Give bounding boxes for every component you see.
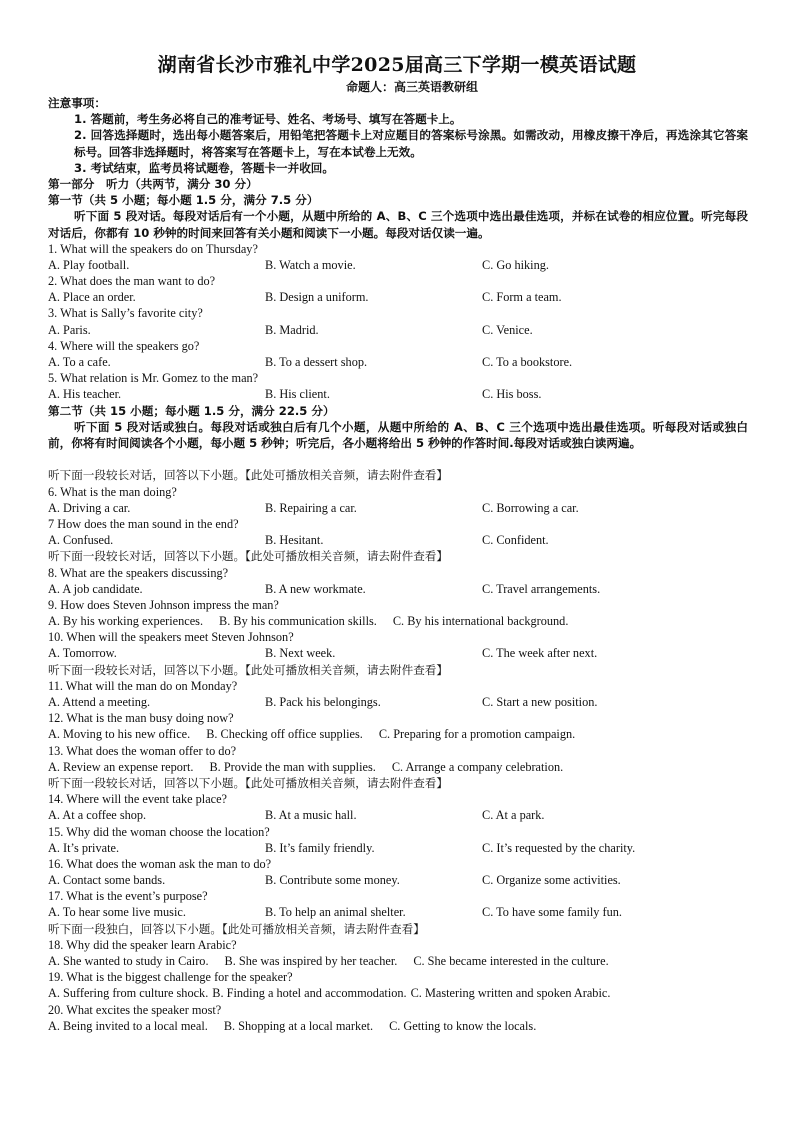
- notice-item: 1. 答题前，考生务必将自己的准考证号、姓名、考场号、填写在答题卡上。: [74, 112, 462, 127]
- option-row: [48, 354, 748, 370]
- option-row: [48, 985, 748, 1001]
- option-row: [48, 289, 748, 305]
- option-a[interactable]: A. Driving a car.: [48, 500, 131, 515]
- section-heading: 第一节（共 5 小题；每小题 1.5 分，满分 7.5 分）: [48, 193, 319, 208]
- option-a[interactable]: A. Being invited to a local meal.: [48, 1018, 208, 1033]
- option-c[interactable]: C. Go hiking.: [482, 257, 549, 272]
- option-b[interactable]: B. Madrid.: [265, 322, 319, 337]
- option-c[interactable]: C. The week after next.: [482, 646, 598, 661]
- option-c[interactable]: C. His boss.: [482, 387, 542, 402]
- question-stem: 8. What are the speakers discussing?: [48, 565, 229, 580]
- option-a[interactable]: A. Confused.: [48, 533, 114, 548]
- option-c[interactable]: C. Borrowing a car.: [482, 500, 579, 515]
- option-c[interactable]: C. Organize some activities.: [482, 873, 621, 888]
- option-b[interactable]: B. Next week.: [265, 646, 336, 661]
- audio-prompt: 听下面一段较长对话，回答以下小题。【此处可播放相关音频，请去附件查看】: [48, 775, 448, 790]
- audio-prompt: 听下面一段较长对话，回答以下小题。【此处可播放相关音频，请去附件查看】: [48, 468, 448, 483]
- option-row: [48, 726, 748, 742]
- option-a[interactable]: A. Play football.: [48, 257, 130, 272]
- option-a[interactable]: A. To hear some live music.: [48, 905, 186, 920]
- option-row: [48, 807, 748, 823]
- option-a[interactable]: A. To a cafe.: [48, 355, 111, 370]
- option-b[interactable]: B. Provide the man with supplies.: [209, 759, 376, 774]
- option-row: [48, 386, 748, 402]
- option-b[interactable]: B. Contribute some money.: [265, 873, 400, 888]
- question-stem: 18. Why did the speaker learn Arabic?: [48, 937, 237, 952]
- option-c[interactable]: C. To have some family fun.: [482, 905, 622, 920]
- option-c[interactable]: C. At a park.: [482, 808, 545, 823]
- question-stem: 16. What does the woman ask the man to do?: [48, 856, 272, 871]
- question-stem: 4. Where will the speakers go?: [48, 338, 200, 353]
- option-a[interactable]: A. Attend a meeting.: [48, 695, 151, 709]
- question-stem: 10. When will the speakers meet Steven Johnson?: [48, 630, 294, 645]
- section-instructions: 听下面 5 段对话或独白。每段对话或独白后有几个小题，从题中所给的 A、B、C 三个选项中选出最佳选项。听每段对话或独白前，你将有时间阅读各个小题，每小题 5 秒钟；听完后，各小题将给出 5 秒钟的作答时间.每段对话或独白读两遍。: [48, 419, 748, 450]
- option-c[interactable]: C. It’s requested by the charity.: [482, 840, 636, 855]
- option-row: [48, 872, 748, 888]
- option-c[interactable]: C. Arrange a company celebration.: [391, 759, 564, 774]
- option-a[interactable]: A. Review an expense report.: [48, 759, 194, 774]
- option-c[interactable]: C. She became interested in the culture.: [413, 954, 609, 968]
- option-a[interactable]: A. At a coffee shop.: [48, 808, 147, 823]
- question-stem: 19. What is the biggest challenge for the speaker?: [48, 970, 293, 985]
- option-a[interactable]: A. Contact some bands.: [48, 873, 166, 888]
- question-stem: 17. What is the event’s purpose?: [48, 889, 208, 904]
- option-row: [48, 953, 748, 969]
- option-b[interactable]: B. She was inspired by her teacher.: [224, 954, 398, 968]
- option-row: [48, 322, 748, 338]
- audio-prompt: 听下面一段较长对话，回答以下小题。【此处可播放相关音频，请去附件查看】: [48, 549, 448, 564]
- option-a[interactable]: A. His teacher.: [48, 387, 122, 402]
- question-stem: 12. What is the man busy doing now?: [48, 711, 234, 726]
- option-b[interactable]: B. By his communication skills.: [219, 614, 377, 629]
- option-row: [48, 645, 748, 661]
- question-stem: 15. Why did the woman choose the location?: [48, 824, 270, 839]
- section-heading: 第二节（共 15 小题；每小题 1.5 分，满分 22.5 分）: [48, 403, 335, 418]
- option-b[interactable]: B. Design a uniform.: [265, 290, 369, 305]
- question-stem: 1. What will the speakers do on Thursday?: [48, 241, 258, 256]
- option-b[interactable]: B. Checking off office supplies.: [206, 727, 363, 742]
- audio-prompt: 听下面一段独白，回答以下小题。【此处可播放相关音频，请去附件查看】: [48, 921, 425, 936]
- option-c[interactable]: C. Venice.: [482, 322, 533, 337]
- option-b[interactable]: B. His client.: [265, 387, 330, 402]
- option-a[interactable]: A. Moving to his new office.: [48, 727, 191, 742]
- option-b[interactable]: B. A new workmate.: [265, 581, 366, 596]
- notice-heading: 注意事项：: [48, 96, 106, 110]
- page-subtitle: 命题人：高三英语教研组: [345, 80, 478, 94]
- option-b[interactable]: B. Pack his belongings.: [265, 695, 381, 709]
- option-b[interactable]: B. At a music hall.: [265, 808, 357, 823]
- notice-item: 3. 考试结束，监考员将试题卷，答题卡一并收回。: [74, 160, 334, 175]
- option-b[interactable]: B. Repairing a car.: [265, 500, 357, 515]
- option-b[interactable]: B. Finding a hotel and accommodation.: [212, 986, 407, 1001]
- option-b[interactable]: B. It’s family friendly.: [265, 840, 375, 855]
- option-b[interactable]: B. Watch a movie.: [265, 257, 356, 272]
- question-stem: 13. What does the woman offer to do?: [48, 743, 237, 758]
- question-stem: 3. What is Sally’s favorite city?: [48, 306, 203, 321]
- audio-prompt: 听下面一段较长对话，回答以下小题。【此处可播放相关音频，请去附件查看】: [48, 662, 448, 677]
- option-row: [48, 1018, 748, 1034]
- option-a[interactable]: A. She wanted to study in Cairo.: [48, 954, 209, 968]
- option-c[interactable]: C. Getting to know the locals.: [389, 1018, 537, 1033]
- question-stem: 6. What is the man doing?: [48, 484, 177, 499]
- option-row: [48, 532, 748, 548]
- option-b[interactable]: B. Shopping at a local market.: [223, 1018, 374, 1033]
- option-a[interactable]: A. Place an order.: [48, 290, 136, 305]
- option-row: [48, 500, 748, 516]
- option-c[interactable]: C. Form a team.: [482, 290, 562, 305]
- option-a[interactable]: A. A job candidate.: [48, 581, 143, 596]
- question-block: [48, 241, 748, 403]
- option-a[interactable]: A. By his working experiences.: [48, 614, 204, 629]
- question-stem: 20. What excites the speaker most?: [48, 1002, 222, 1017]
- section-instructions: 听下面 5 段对话。每段对话后有一个小题，从题中所给的 A、B、C 三个选项中选出最佳选项，并标在试卷的相应位置。听完每段对话后，你都有 10 秒钟的时间来回答有关小题和阅读下一小题。每段对话仅读一遍。: [48, 209, 748, 240]
- page-title: 湖南省长沙市雅礼中学2025届高三下学期一模英语试题: [157, 54, 637, 76]
- option-c[interactable]: C. Start a new position.: [482, 695, 598, 709]
- question-stem: 7 How does the man sound in the end?: [48, 516, 239, 531]
- option-row: [48, 581, 748, 597]
- exam-body: [48, 95, 748, 1034]
- question-stem: 5. What relation is Mr. Gomez to the man?: [48, 371, 259, 386]
- option-c[interactable]: C. Mastering written and spoken Arabic.: [410, 986, 611, 1001]
- part-heading: 第一部分 听力（共两节，满分 30 分）: [48, 176, 258, 191]
- option-b[interactable]: B. To help an animal shelter.: [265, 905, 406, 920]
- option-a[interactable]: A. Tomorrow.: [48, 646, 117, 661]
- notice-item: 2. 回答选择题时，选出每小题答案后，用铅笔把答题卡上对应题目的答案标号涂黑。如需改动，用橡皮擦干净后，再选涂其它答案标号。回答非选择题时，将答案写在答题卡上，写在本试卷上无效。: [74, 128, 748, 159]
- option-row: [48, 840, 748, 856]
- option-row: [48, 904, 748, 920]
- option-a[interactable]: A. Paris.: [48, 322, 91, 337]
- question-stem: 2. What does the man want to do?: [48, 274, 216, 289]
- option-row: [48, 257, 748, 273]
- option-c[interactable]: C. Preparing for a promotion campaign.: [378, 727, 576, 742]
- option-b[interactable]: B. To a dessert shop.: [265, 355, 368, 370]
- option-row: [48, 759, 748, 775]
- question-block: [48, 467, 748, 1034]
- option-c[interactable]: C. Confident.: [482, 533, 549, 548]
- option-row: [48, 694, 748, 710]
- question-stem: 14. Where will the event take place?: [48, 792, 228, 807]
- option-a[interactable]: A. Suffering from culture shock.: [48, 986, 209, 1001]
- question-stem: 9. How does Steven Johnson impress the man?: [48, 597, 279, 612]
- option-c[interactable]: C. Travel arrangements.: [482, 581, 601, 596]
- option-b[interactable]: B. Hesitant.: [265, 533, 324, 548]
- option-c[interactable]: C. By his international background.: [392, 614, 569, 629]
- option-row: [48, 613, 748, 629]
- option-c[interactable]: C. To a bookstore.: [482, 355, 573, 370]
- option-a[interactable]: A. It’s private.: [48, 840, 120, 855]
- question-stem: 11. What will the man do on Monday?: [48, 678, 238, 693]
